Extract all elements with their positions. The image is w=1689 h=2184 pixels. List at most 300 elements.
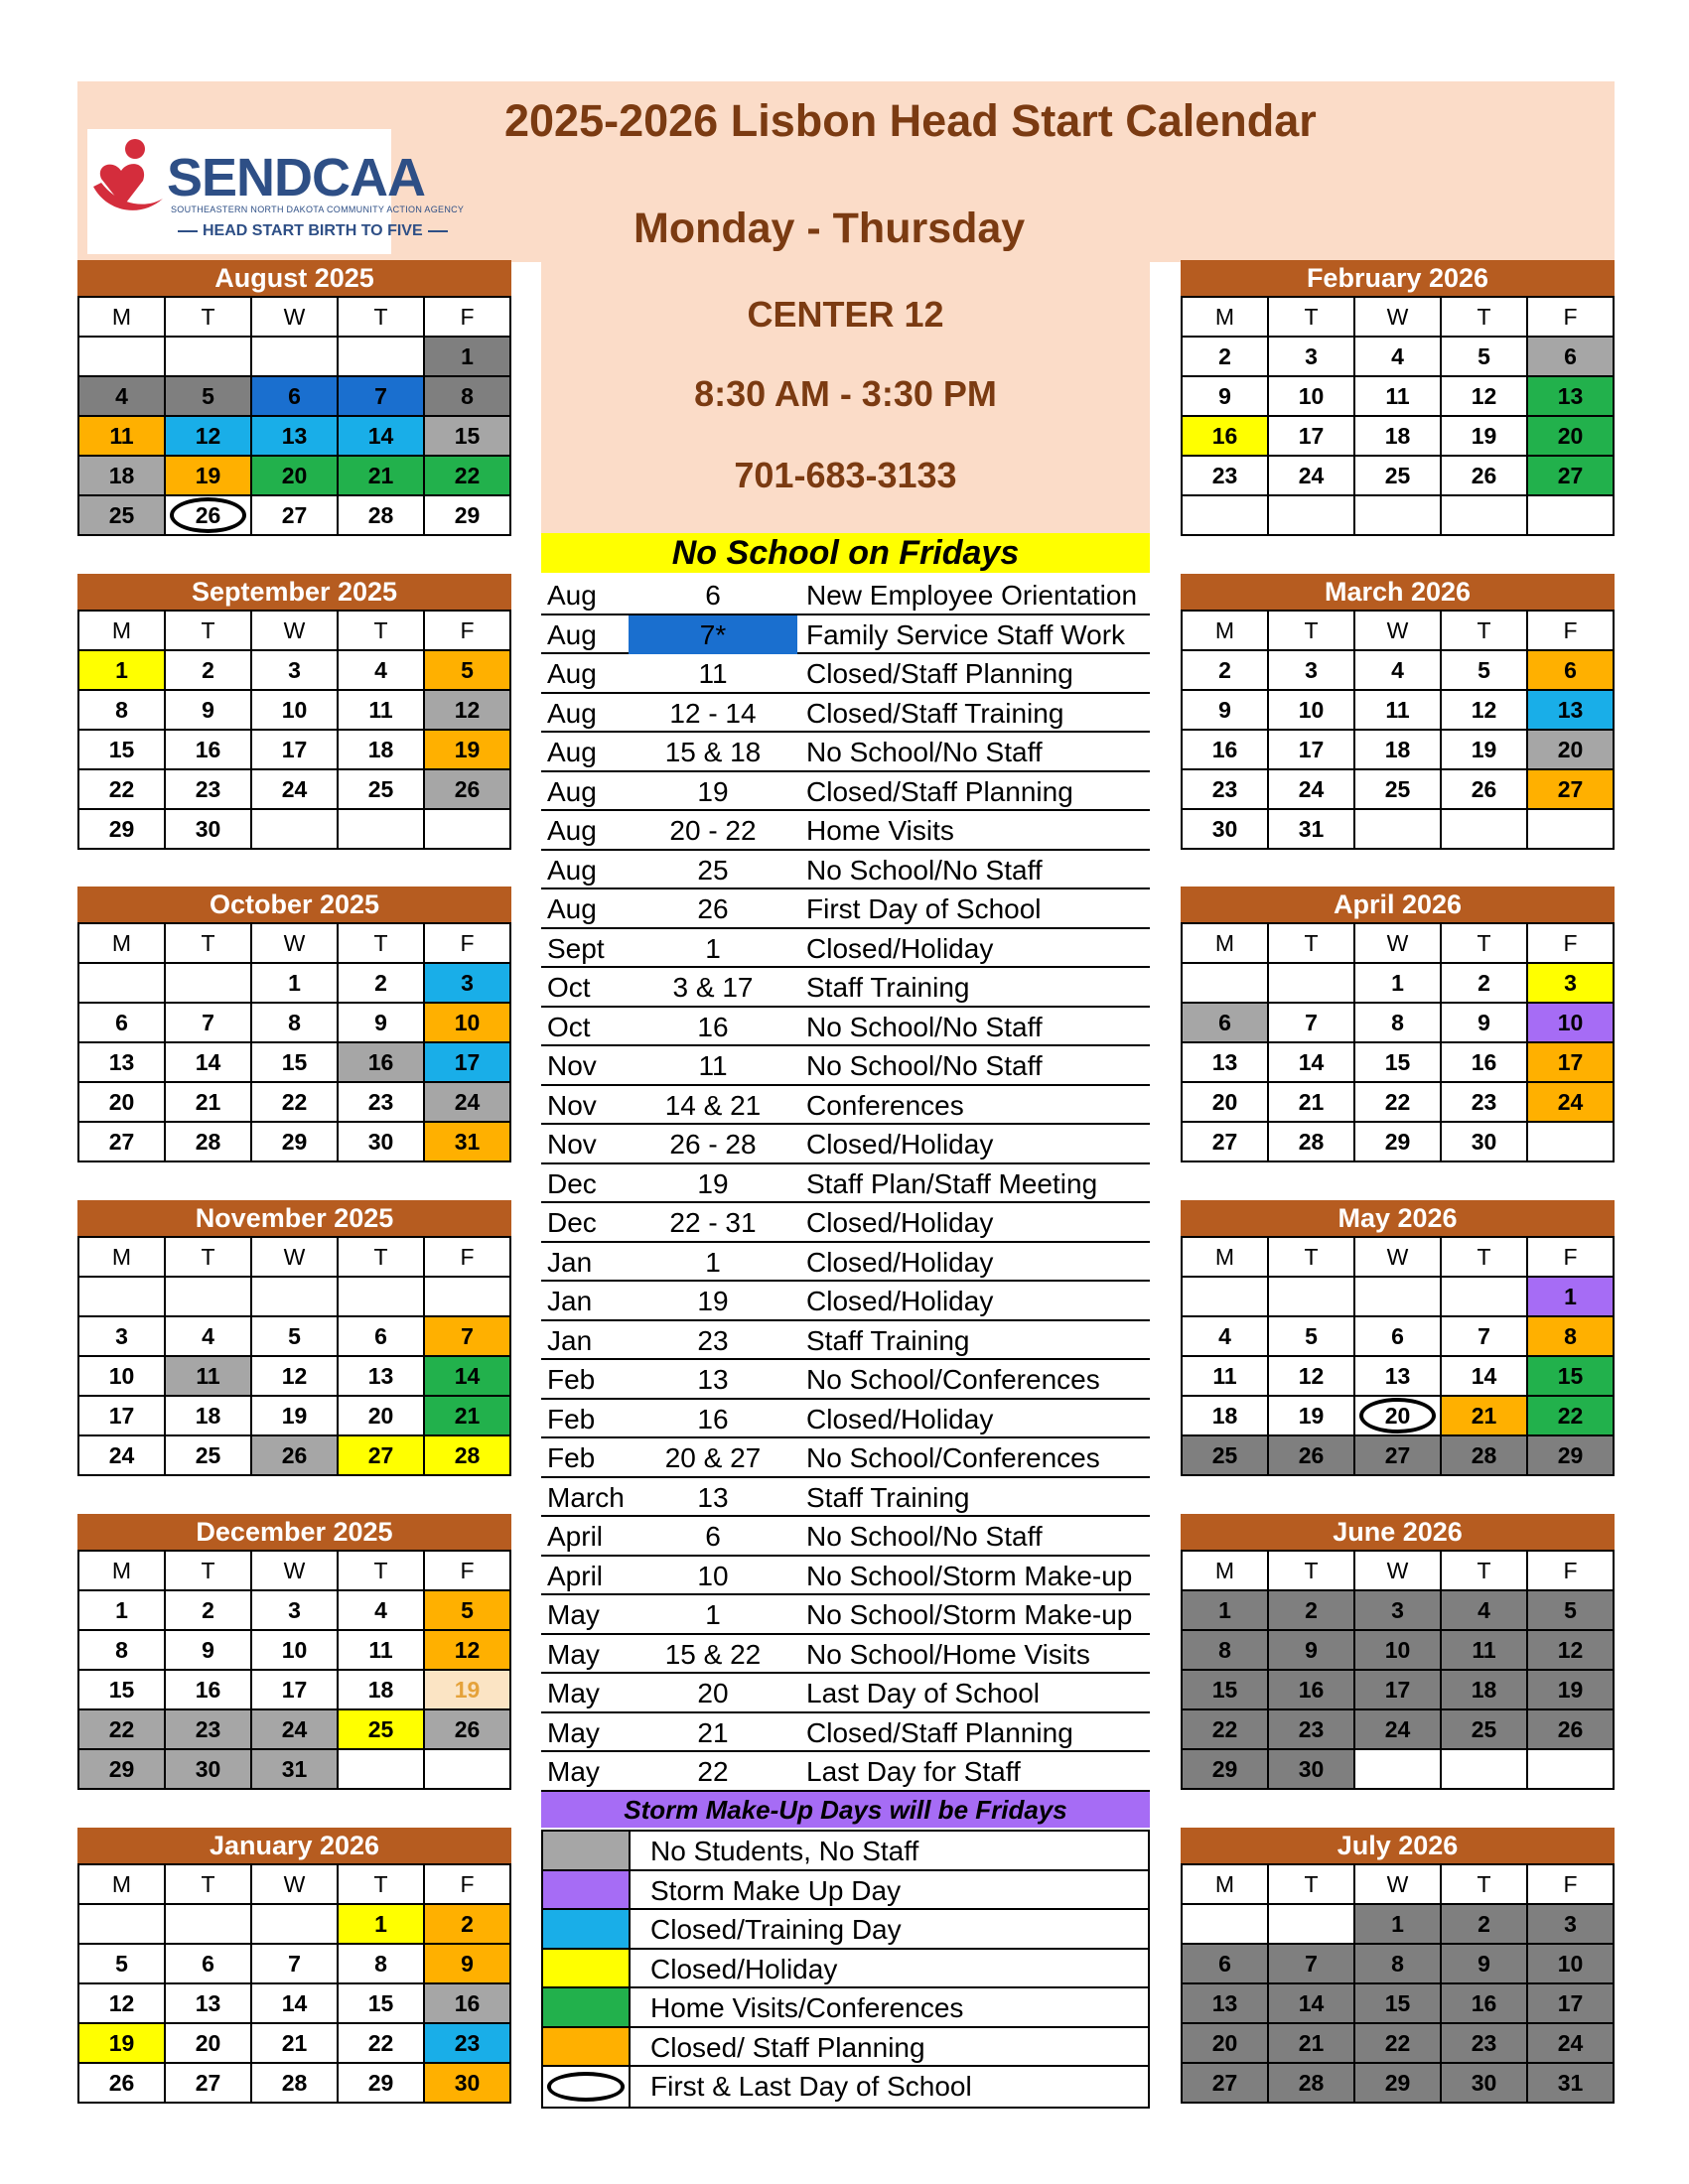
- weekday-label: M: [1183, 298, 1269, 338]
- weekday-label: W: [252, 1865, 339, 1905]
- weekday-label: T: [1269, 298, 1355, 338]
- month-calendar: [77, 1200, 511, 1476]
- event-month: Feb: [547, 1403, 596, 1434]
- event-month: Dec: [547, 1167, 597, 1199]
- day-cell: 5: [1442, 338, 1528, 377]
- empty-cell: [339, 338, 425, 377]
- day-cell: 10: [1528, 1945, 1615, 1984]
- page-subtitle: Monday - Thursday: [633, 205, 1026, 252]
- day-cell: 11: [339, 691, 425, 731]
- empty-cell: [339, 810, 425, 850]
- event-row: [541, 1008, 1150, 1047]
- event-date: 15 & 18: [664, 737, 762, 767]
- day-cell: 24: [252, 1710, 339, 1750]
- weekday-label: T: [166, 1552, 252, 1591]
- day-cell: 25: [1355, 457, 1442, 496]
- event-date: 19: [697, 1167, 729, 1199]
- day-cell: 14: [166, 1043, 252, 1083]
- day-cell: 27: [339, 1436, 425, 1476]
- day-cell: 28: [166, 1123, 252, 1162]
- event-month: May: [547, 1638, 600, 1670]
- day-cell: 12: [166, 417, 252, 457]
- day-cell: 6: [166, 1945, 252, 1984]
- event-date: 12 - 14: [669, 697, 757, 729]
- day-cell: 30: [166, 810, 252, 850]
- day-cell: 29: [1355, 2064, 1442, 2104]
- day-cell: 8: [1355, 1945, 1442, 1984]
- day-cell: 23: [1442, 1083, 1528, 1123]
- empty-cell: [1269, 1278, 1355, 1317]
- weekday-label: T: [1442, 924, 1528, 964]
- event-date: 21: [697, 1716, 729, 1748]
- day-cell: 15: [339, 1984, 425, 2024]
- event-date: 1: [705, 1246, 721, 1278]
- legend-swatch: [543, 1832, 631, 1869]
- day-cell: 13: [1528, 377, 1615, 417]
- day-cell: 10: [1528, 1004, 1615, 1043]
- day-cell: 30: [339, 1123, 425, 1162]
- day-cell: 14: [339, 417, 425, 457]
- month-calendar: [77, 1828, 511, 2104]
- day-cell: 23: [425, 2024, 511, 2064]
- event-row: [541, 851, 1150, 890]
- day-cell: 20: [252, 457, 339, 496]
- event-description: No School/Storm Make-up: [806, 1560, 1133, 1591]
- day-cell: 2: [1183, 651, 1269, 691]
- event-row: [541, 1243, 1150, 1283]
- weekday-label: T: [166, 298, 252, 338]
- event-description: No School/No Staff: [806, 1050, 1043, 1081]
- legend-row: [543, 2067, 1148, 2107]
- day-cell: 26: [166, 496, 252, 536]
- event-month: Nov: [547, 1089, 597, 1121]
- day-cell: 22: [339, 2024, 425, 2064]
- event-month: Jan: [547, 1246, 593, 1278]
- event-month: Jan: [547, 1324, 593, 1356]
- event-month: Aug: [547, 854, 597, 886]
- weekday-label: T: [1442, 298, 1528, 338]
- day-cell: 21: [1442, 1397, 1528, 1436]
- weekday-label: T: [166, 924, 252, 964]
- empty-cell: [166, 964, 252, 1004]
- weekday-label: W: [1355, 612, 1442, 651]
- month-calendar: [1181, 260, 1615, 536]
- event-description: Closed/Holiday: [806, 1129, 994, 1160]
- event-row: [541, 968, 1150, 1008]
- event-description: Home Visits: [806, 815, 954, 846]
- day-cell: 1: [1183, 1591, 1269, 1631]
- day-cell: 23: [339, 1083, 425, 1123]
- event-row: [541, 733, 1150, 772]
- empty-cell: [339, 1750, 425, 1790]
- day-cell: 24: [425, 1083, 511, 1123]
- day-cell: 9: [1442, 1945, 1528, 1984]
- day-cell: 2: [1183, 338, 1269, 377]
- event-month: Feb: [547, 1364, 596, 1395]
- weekday-label: T: [1269, 1552, 1355, 1591]
- empty-cell: [1528, 1750, 1615, 1790]
- weekday-label: W: [252, 298, 339, 338]
- event-date: 22: [697, 1756, 729, 1787]
- day-cell: 19: [1269, 1397, 1355, 1436]
- event-row: [541, 889, 1150, 929]
- day-cell: 4: [1442, 1591, 1528, 1631]
- day-cell: 1: [1355, 964, 1442, 1004]
- event-date: 11: [698, 658, 728, 689]
- day-cell: 13: [1183, 1043, 1269, 1083]
- day-cell: 12: [425, 1631, 511, 1671]
- day-cell: 3: [1355, 1591, 1442, 1631]
- weekday-label: W: [1355, 1552, 1442, 1591]
- day-cell: 10: [79, 1357, 166, 1397]
- event-date: 7*: [629, 615, 797, 654]
- event-row: [541, 654, 1150, 694]
- day-cell: 13: [1528, 691, 1615, 731]
- event-month: May: [547, 1599, 600, 1630]
- event-month: May: [547, 1716, 600, 1748]
- event-description: Closed/Staff Planning: [806, 1716, 1073, 1748]
- month-title: September 2025: [77, 574, 511, 610]
- day-cell: 29: [1528, 1436, 1615, 1476]
- event-date: 16: [697, 1011, 729, 1042]
- day-cell: 3: [79, 1317, 166, 1357]
- day-cell: 4: [166, 1317, 252, 1357]
- legend-row: [543, 1871, 1148, 1911]
- day-cell: 19: [166, 457, 252, 496]
- day-cell: 15: [425, 417, 511, 457]
- day-cell: 3: [425, 964, 511, 1004]
- day-cell: 14: [425, 1357, 511, 1397]
- day-cell: 19: [425, 731, 511, 770]
- event-description: Closed/Holiday: [806, 1286, 994, 1316]
- day-cell: 6: [339, 1317, 425, 1357]
- empty-cell: [1355, 496, 1442, 536]
- empty-cell: [1528, 496, 1615, 536]
- day-cell: 26: [252, 1436, 339, 1476]
- day-cell: 22: [79, 1710, 166, 1750]
- event-date: 19: [697, 1286, 729, 1316]
- weekday-label: W: [252, 924, 339, 964]
- day-cell: 5: [425, 651, 511, 691]
- weekday-label: M: [79, 924, 166, 964]
- day-cell: 7: [339, 377, 425, 417]
- storm-notice: Storm Make-Up Days will be Fridays: [541, 1792, 1150, 1828]
- empty-cell: [1183, 964, 1269, 1004]
- month-title: June 2026: [1181, 1514, 1615, 1550]
- event-date: 15 & 22: [664, 1638, 762, 1670]
- day-cell: 6: [1355, 1317, 1442, 1357]
- weekday-label: T: [166, 1238, 252, 1278]
- day-cell: 13: [79, 1043, 166, 1083]
- day-cell: 25: [166, 1436, 252, 1476]
- event-row: [541, 1674, 1150, 1713]
- month-calendar: [1181, 1514, 1615, 1790]
- day-cell: 30: [1442, 1123, 1528, 1162]
- weekday-label: F: [1528, 1238, 1615, 1278]
- weekday-label: T: [339, 298, 425, 338]
- day-cell: 23: [166, 770, 252, 810]
- month-calendar: [77, 260, 511, 536]
- day-cell: 6: [252, 377, 339, 417]
- weekday-label: T: [1442, 1238, 1528, 1278]
- day-cell: 21: [1269, 1083, 1355, 1123]
- day-cell: 14: [1269, 1984, 1355, 2024]
- event-month: Aug: [547, 580, 597, 611]
- day-cell: 22: [1183, 1710, 1269, 1750]
- month-grid: [1181, 1236, 1615, 1476]
- legend-label: Closed/ Staff Planning: [650, 2031, 925, 2063]
- day-cell: 12: [1269, 1357, 1355, 1397]
- day-cell: 17: [425, 1043, 511, 1083]
- empty-cell: [1442, 1278, 1528, 1317]
- empty-cell: [166, 338, 252, 377]
- day-cell: 16: [339, 1043, 425, 1083]
- day-cell: 28: [1442, 1436, 1528, 1476]
- logo-brand: SENDCAA: [167, 148, 426, 207]
- day-cell: 11: [1442, 1631, 1528, 1671]
- day-cell: 18: [1355, 731, 1442, 770]
- day-cell: 24: [252, 770, 339, 810]
- day-cell: 5: [1528, 1591, 1615, 1631]
- month-title: January 2026: [77, 1828, 511, 1863]
- weekday-label: T: [339, 612, 425, 651]
- day-cell: 10: [1269, 691, 1355, 731]
- day-cell: 22: [1355, 1083, 1442, 1123]
- day-cell: 2: [339, 964, 425, 1004]
- empty-cell: [1183, 496, 1269, 536]
- day-cell: 24: [1269, 770, 1355, 810]
- day-cell: 16: [1442, 1984, 1528, 2024]
- day-cell: 13: [252, 417, 339, 457]
- day-cell: 10: [252, 1631, 339, 1671]
- day-cell: 31: [252, 1750, 339, 1790]
- day-cell: 5: [79, 1945, 166, 1984]
- event-date: 23: [697, 1324, 729, 1356]
- day-cell: 29: [1355, 1123, 1442, 1162]
- event-date: 6: [705, 1521, 721, 1552]
- legend-row: [543, 1832, 1148, 1871]
- day-cell: 16: [425, 1984, 511, 2024]
- weekday-label: T: [1269, 1238, 1355, 1278]
- empty-cell: [1442, 1750, 1528, 1790]
- legend-swatch: [543, 1871, 631, 1909]
- event-row: [541, 1046, 1150, 1086]
- day-cell: 11: [1183, 1357, 1269, 1397]
- day-cell: 27: [1528, 457, 1615, 496]
- empty-cell: [252, 1905, 339, 1945]
- event-description: Closed/Holiday: [806, 932, 994, 964]
- weekday-label: F: [425, 1865, 511, 1905]
- day-cell: 3: [1528, 964, 1615, 1004]
- event-month: Aug: [547, 618, 597, 650]
- weekday-label: T: [339, 1552, 425, 1591]
- event-row: [541, 1203, 1150, 1243]
- weekday-label: M: [1183, 1552, 1269, 1591]
- weekday-label: T: [166, 1865, 252, 1905]
- month-title: May 2026: [1181, 1200, 1615, 1236]
- day-cell: 4: [339, 651, 425, 691]
- event-month: Aug: [547, 737, 597, 767]
- empty-cell: [79, 338, 166, 377]
- day-cell: 8: [79, 691, 166, 731]
- day-cell: 22: [79, 770, 166, 810]
- day-cell: 12: [79, 1984, 166, 2024]
- legend-swatch: [543, 1950, 631, 1987]
- day-cell: 28: [252, 2064, 339, 2104]
- day-cell: 26: [1269, 1436, 1355, 1476]
- month-title: April 2026: [1181, 887, 1615, 922]
- day-cell: 23: [1442, 2024, 1528, 2064]
- event-description: Staff Training: [806, 972, 970, 1003]
- day-cell: 15: [1355, 1984, 1442, 2024]
- day-cell: 5: [252, 1317, 339, 1357]
- event-row: [541, 1438, 1150, 1478]
- empty-cell: [1183, 1905, 1269, 1945]
- event-row: [541, 1478, 1150, 1518]
- event-row: [541, 929, 1150, 969]
- day-cell: 26: [425, 770, 511, 810]
- day-cell: 27: [79, 1123, 166, 1162]
- day-cell: 16: [1442, 1043, 1528, 1083]
- day-cell: 17: [1528, 1043, 1615, 1083]
- day-cell: 9: [166, 1631, 252, 1671]
- day-cell: 2: [1269, 1591, 1355, 1631]
- event-description: Last Day of School: [806, 1678, 1041, 1708]
- event-row: [541, 1557, 1150, 1596]
- event-month: Nov: [547, 1050, 597, 1081]
- day-cell: 20: [1183, 1083, 1269, 1123]
- event-date: 14 & 21: [664, 1089, 762, 1121]
- month-title: December 2025: [77, 1514, 511, 1550]
- day-cell: 2: [166, 1591, 252, 1631]
- month-calendar: [1181, 887, 1615, 1162]
- weekday-label: W: [252, 1238, 339, 1278]
- weekday-label: F: [1528, 298, 1615, 338]
- day-cell: 24: [1528, 1083, 1615, 1123]
- month-grid: [77, 296, 511, 536]
- day-cell: 8: [1183, 1631, 1269, 1671]
- no-school-notice: No School on Fridays: [541, 533, 1150, 573]
- day-cell: 3: [1269, 651, 1355, 691]
- weekday-label: T: [1269, 1865, 1355, 1905]
- weekday-label: F: [1528, 1552, 1615, 1591]
- logo-tagline: HEAD START BIRTH TO FIVE: [173, 222, 453, 240]
- weekday-label: W: [252, 1552, 339, 1591]
- event-row: [541, 811, 1150, 851]
- legend-swatch: [543, 1910, 631, 1948]
- day-cell: 9: [1183, 377, 1269, 417]
- event-description: Staff Plan/Staff Meeting: [806, 1167, 1098, 1199]
- event-date: 20: [697, 1678, 729, 1708]
- oval-icon: [543, 2067, 631, 2107]
- month-grid: [77, 1236, 511, 1476]
- weekday-label: T: [339, 1238, 425, 1278]
- legend-label: Closed/Training Day: [650, 1914, 902, 1945]
- day-cell: 26: [79, 2064, 166, 2104]
- event-description: No School/No Staff: [806, 1011, 1043, 1042]
- event-description: No School/Conferences: [806, 1364, 1100, 1395]
- day-cell: 10: [252, 691, 339, 731]
- day-cell: 30: [1183, 810, 1269, 850]
- event-month: Dec: [547, 1207, 597, 1238]
- weekday-label: M: [1183, 612, 1269, 651]
- event-date: 13: [697, 1481, 729, 1513]
- day-cell: 7: [1269, 1945, 1355, 1984]
- day-cell: 14: [252, 1984, 339, 2024]
- day-cell: 16: [1269, 1671, 1355, 1710]
- day-cell: 6: [79, 1004, 166, 1043]
- month-title: August 2025: [77, 260, 511, 296]
- weekday-label: T: [339, 1865, 425, 1905]
- day-cell: 24: [1355, 1710, 1442, 1750]
- day-cell: 7: [1269, 1004, 1355, 1043]
- day-cell: 2: [166, 651, 252, 691]
- day-cell: 11: [1355, 377, 1442, 417]
- day-cell: 14: [1442, 1357, 1528, 1397]
- event-month: May: [547, 1756, 600, 1787]
- event-row: [541, 615, 1150, 655]
- day-cell: 11: [1355, 691, 1442, 731]
- day-cell: 21: [425, 1397, 511, 1436]
- page-title: 2025-2026 Lisbon Head Start Calendar: [504, 95, 1317, 146]
- day-cell: 4: [1355, 338, 1442, 377]
- event-description: Closed/Staff Planning: [806, 775, 1073, 807]
- empty-cell: [1528, 1123, 1615, 1162]
- empty-cell: [425, 1278, 511, 1317]
- day-cell: 1: [339, 1905, 425, 1945]
- day-cell: 18: [79, 457, 166, 496]
- day-cell: 12: [252, 1357, 339, 1397]
- day-cell: 17: [252, 1671, 339, 1710]
- day-cell: 7: [252, 1945, 339, 1984]
- day-cell: 28: [1269, 1123, 1355, 1162]
- day-cell: 17: [1269, 417, 1355, 457]
- day-cell: 2: [425, 1905, 511, 1945]
- legend-label: First & Last Day of School: [650, 2071, 972, 2102]
- empty-cell: [1442, 496, 1528, 536]
- weekday-label: M: [1183, 1238, 1269, 1278]
- logo-fine-print: SOUTHEASTERN NORTH DAKOTA COMMUNITY ACTION AGENCY: [171, 205, 465, 214]
- day-cell: 26: [1528, 1710, 1615, 1750]
- event-date: 20 & 27: [664, 1442, 762, 1473]
- empty-cell: [1355, 810, 1442, 850]
- event-date: 26: [697, 893, 729, 924]
- month-title: March 2026: [1181, 574, 1615, 610]
- day-cell: 4: [1183, 1317, 1269, 1357]
- event-month: Sept: [547, 932, 605, 964]
- day-cell: 24: [1269, 457, 1355, 496]
- event-date: 1: [705, 932, 721, 964]
- empty-cell: [79, 1278, 166, 1317]
- day-cell: 3: [1269, 338, 1355, 377]
- day-cell: 27: [252, 496, 339, 536]
- day-cell: 20: [1355, 1397, 1442, 1436]
- day-cell: 20: [1528, 417, 1615, 457]
- month-title: February 2026: [1181, 260, 1615, 296]
- day-cell: 30: [425, 2064, 511, 2104]
- day-cell: 27: [1183, 2064, 1269, 2104]
- day-cell: 5: [166, 377, 252, 417]
- day-cell: 19: [425, 1671, 511, 1710]
- day-cell: 15: [1528, 1357, 1615, 1397]
- empty-cell: [425, 1750, 511, 1790]
- legend-label: Storm Make Up Day: [650, 1874, 902, 1906]
- empty-cell: [79, 1905, 166, 1945]
- day-cell: 13: [166, 1984, 252, 2024]
- day-cell: 27: [1355, 1436, 1442, 1476]
- day-cell: 1: [79, 651, 166, 691]
- day-cell: 16: [166, 1671, 252, 1710]
